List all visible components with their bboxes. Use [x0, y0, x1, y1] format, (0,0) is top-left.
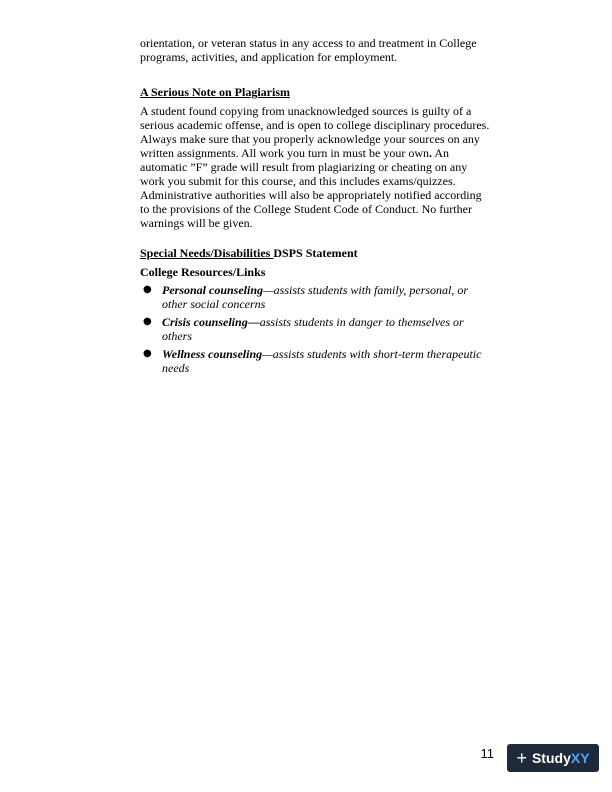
resource-item-crisis-counseling	[140, 315, 490, 343]
resource-item-personal-counseling	[140, 283, 490, 311]
page-content	[140, 36, 490, 379]
studyxy-logo	[507, 744, 599, 772]
plagiarism-text-part1: A student found copying from unacknowledged sources is guilty of a serious academic offense, and is open to college disciplinary procedures. Always make sure that you properly acknowledge your sources on any written assignments. All work you turn in must be your own	[140, 104, 490, 160]
resources-title: College Resources/Links	[140, 265, 266, 279]
resource-desc: —assists students with short-term therapeutic needs	[162, 347, 482, 375]
logo-study-text: Study	[531, 750, 571, 766]
page-number: 11	[480, 746, 494, 761]
bullet-icon: ●	[143, 284, 152, 295]
resource-term: Crisis counseling—	[162, 315, 260, 329]
intro-paragraph: orientation, or veteran status in any access to and treatment in College programs, activities, and application for employment.	[140, 36, 477, 64]
resources-list	[140, 283, 490, 375]
plagiarism-heading-text: A Serious Note on Plagiarism	[140, 85, 290, 99]
bullet-icon: ●	[143, 348, 152, 359]
resource-term: Wellness counseling	[162, 347, 263, 361]
bullet-icon: ●	[143, 316, 152, 327]
resource-desc: —assists students with family, personal, or other social concerns	[162, 283, 469, 311]
special-needs-heading	[140, 246, 490, 260]
resource-item-wellness-counseling	[140, 347, 490, 375]
plus-icon: +	[516, 747, 527, 768]
plagiarism-text-part2: An automatic ”F” grade will result from plagiarizing or cheating on any work you submit for this course, and this includes exams/quizzes. Administrative authorities will also be appropriately notified according to the provisions of the College Student Code of Conduct. No further warnings will be given.	[140, 146, 482, 230]
plagiarism-paragraph	[140, 104, 490, 230]
special-needs-heading-rest: DSPS Statement	[273, 246, 358, 260]
resource-term: Personal counseling	[162, 283, 264, 297]
special-needs-heading-underlined: Special Needs/Disabilities	[140, 246, 274, 260]
logo-xy-text: XY	[570, 750, 590, 766]
plagiarism-bold-period: .	[428, 146, 432, 160]
plagiarism-heading	[140, 85, 490, 99]
resource-desc: assists students in danger to themselves or others	[162, 315, 464, 343]
